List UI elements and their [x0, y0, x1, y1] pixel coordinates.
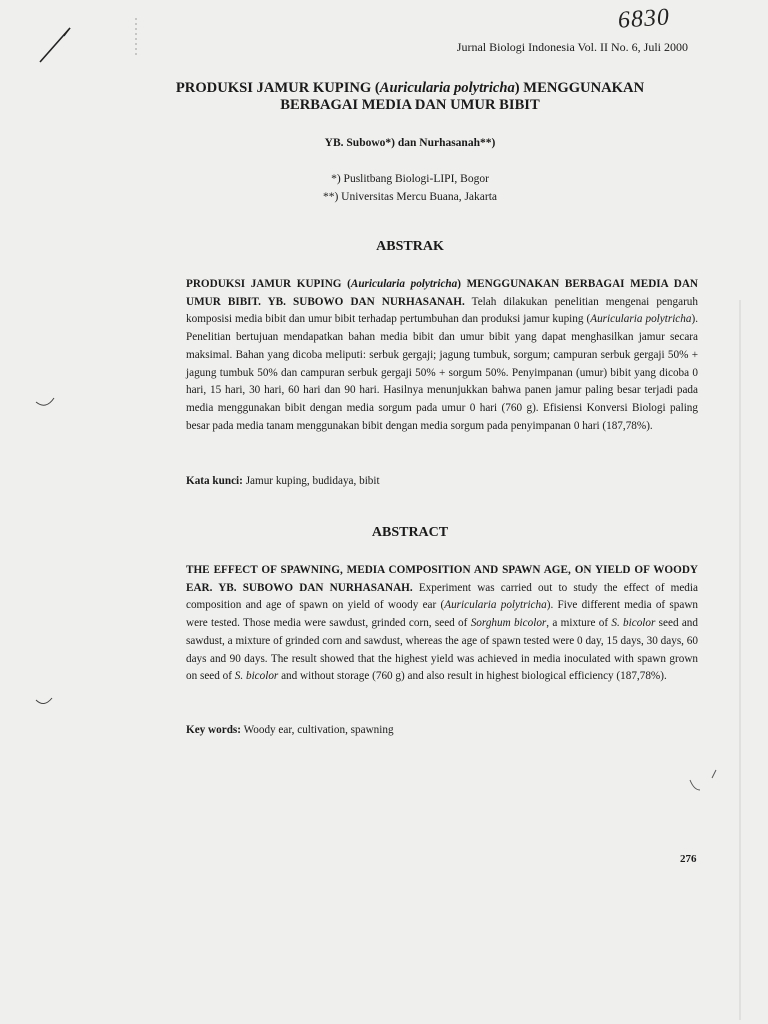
title-line-1: PRODUKSI JAMUR KUPING (Auricularia polytricha) MENGGUNAKAN: [175, 80, 645, 96]
handwritten-number: 6830: [617, 4, 671, 34]
key-words: Key words: Woody ear, cultivation, spawning: [186, 724, 394, 736]
journal-header: Jurnal Biologi Indonesia Vol. II No. 6, Juli 2000: [456, 40, 688, 54]
affiliation-1: *) Puslitbang Biologi-LIPI, Bogor: [331, 173, 489, 185]
title-line-2: BERBAGAI MEDIA DAN UMUR BIBIT: [280, 97, 540, 113]
affiliations: [150, 170, 670, 206]
abstract-heading: ABSTRACT: [371, 525, 449, 540]
abstrak-body: PRODUKSI JAMUR KUPING (Auricularia polytricha) MENGGUNAKAN BERBAGAI MEDIA DAN UMUR BIBIT. YB. SUBOWO DAN NURHASANAH. Telah dilakukan penelitian mengenai pengaruh komposisi media bibit dan umur bibit terhadap pertumbuhan dan produksi jamur kuping (Auricularia polytricha). Penelitian bertujuan mendapatkan bahan media bibit dan umur bibit yang dapat menghasilkan jamur secara maksimal. Bahan yang dicoba meliputi: serbuk gergaji; jagung tumbuk, sorgum; campuran serbuk gergaji 50% + jagung tumbuk 50% dan campuran serbuk gergaji 50% + sorgum 50%. Penyimpanan (umur) bibit yang dicoba 0 hari, 15 hari, 30 hari, 60 hari dan 90 hari. Hasilnya menunjukkan bahwa panen jamur paling besar terjadi pada media menggunakan bibit dengan media sorgum pada umur 0 hari (760 g). Efisiensi Konversi Biologi paling besar pada media tanam menggunakan bibit dengan media sorgum pada penyimpanan 0 hari (187,78%).: [186, 278, 698, 432]
kata-kunci: Kata kunci: Jamur kuping, budidaya, bibit: [186, 475, 380, 487]
abstrak-heading: ABSTRAK: [376, 239, 444, 254]
page-number: 276: [680, 853, 697, 865]
authors: YB. Subowo*) dan Nurhasanah**): [324, 137, 496, 149]
abstract-body: THE EFFECT OF SPAWNING, MEDIA COMPOSITION AND SPAWN AGE, ON YIELD OF WOODY EAR. YB. SUBOWO DAN NURHASANAH. Experiment was carried out to study the effect of media composition and age of spawn on yield of woody ear (Auricularia polytricha). Five different media of spawn were tested. Those media were sawdust, grinded corn, seed of Sorghum bicolor, a mixture of S. bicolor seed and sawdust, a mixture of grinded corn and sawdust, whereas the age of spawn tested were 0 day, 15 days, 30 days, 60 days and 90 days. The result showed that the highest yield was achieved in media inoculated with spawn grown on seed of S. bicolor and without storage (760 g) and also result in highest biological efficiency (187,78%).: [186, 564, 698, 683]
paper-title: [150, 80, 670, 114]
affiliation-2: **) Universitas Mercu Buana, Jakarta: [322, 191, 498, 203]
